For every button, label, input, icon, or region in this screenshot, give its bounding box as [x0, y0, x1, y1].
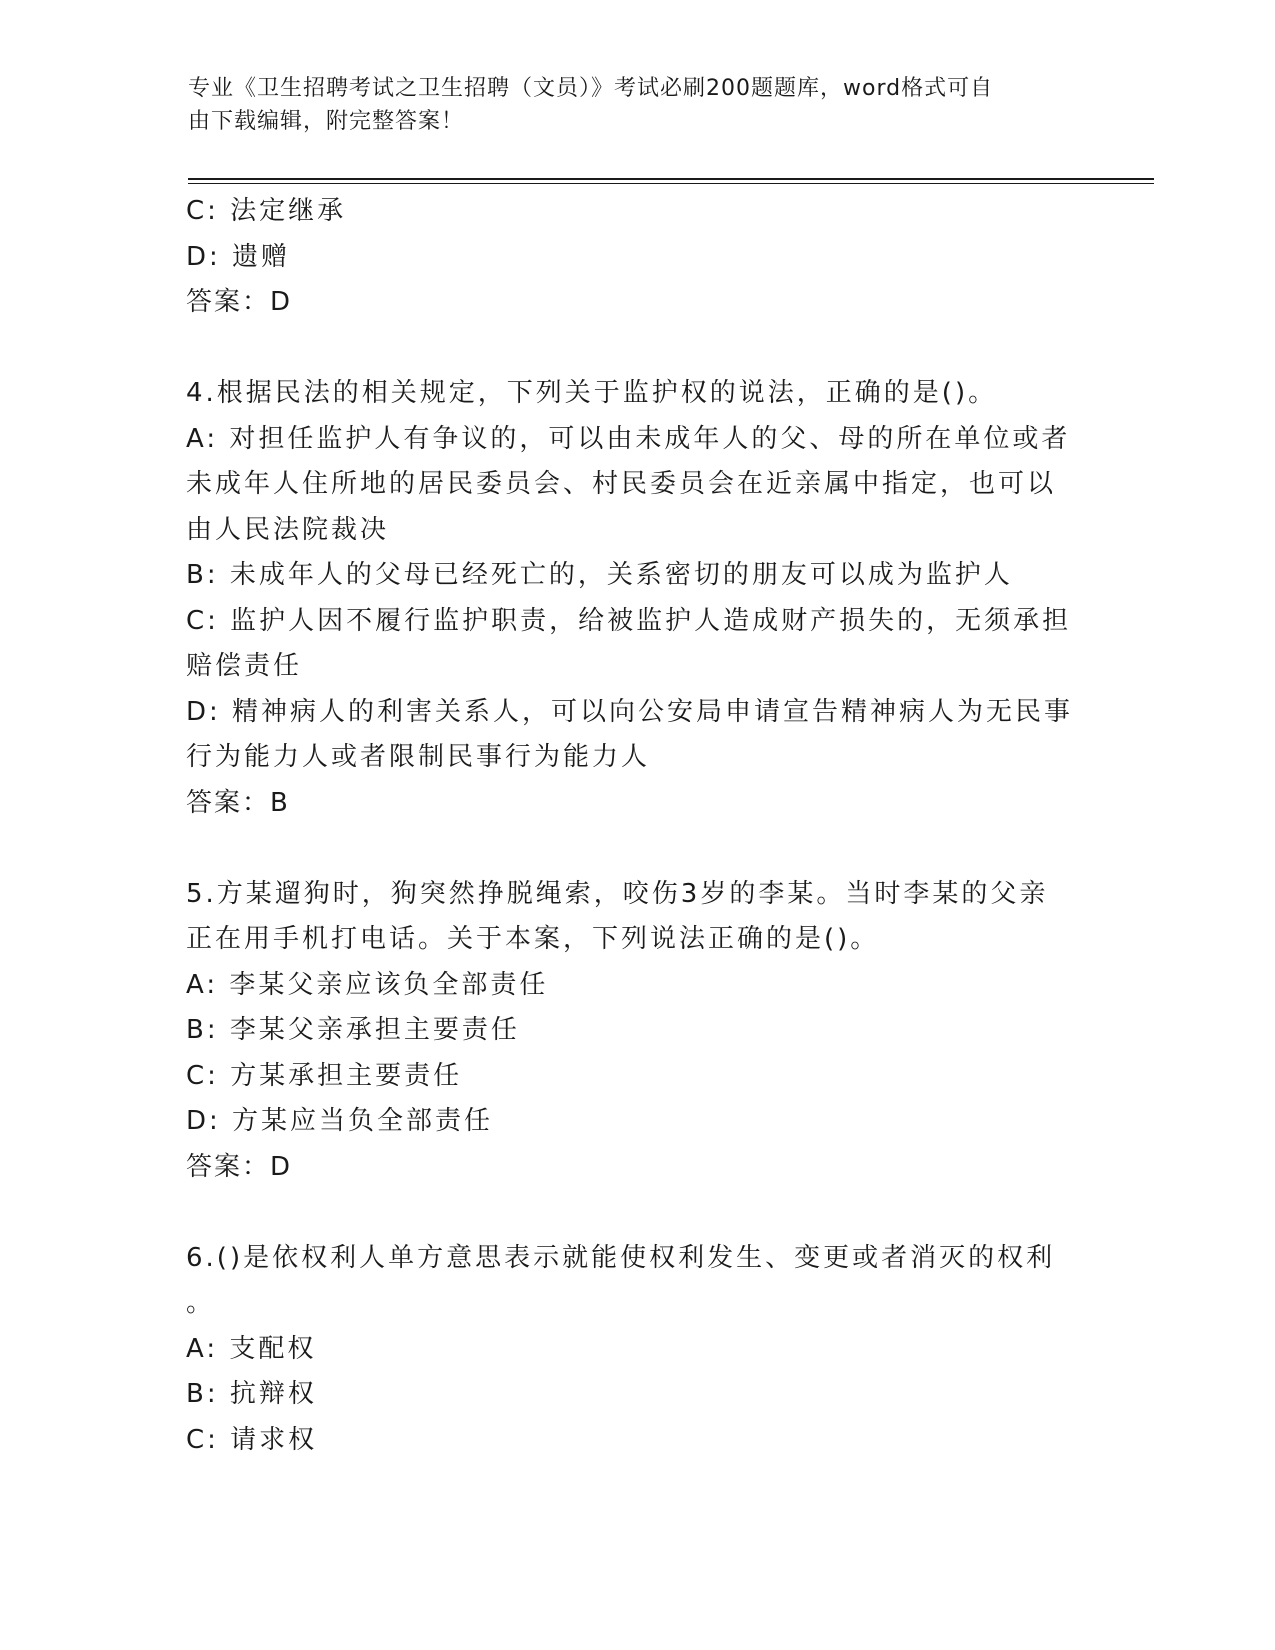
- q5-stem-line-2: 正在用手机打电话。关于本案，下列说法正确的是()。: [186, 924, 880, 954]
- question-5: [186, 872, 1086, 1191]
- q4-option-c-line-1: C: 监护人因不履行监护职责，给被监护人造成财产损失的，无须承担: [186, 605, 1072, 636]
- q4-option-a-line-2: 未成年人住所地的居民委员会、村民委员会在近亲属中指定，也可以: [186, 469, 1057, 499]
- spacer: [186, 326, 1086, 372]
- q5-option-d: D: 方某应当负全部责任: [186, 1106, 494, 1136]
- question-6: [186, 1236, 1086, 1464]
- q5-answer: 答案：D: [186, 1151, 293, 1182]
- spacer: [186, 826, 1086, 872]
- header-divider-thin: [188, 183, 1154, 184]
- question-3-tail: [186, 189, 1086, 326]
- q5-option-b: B: 李某父亲承担主要责任: [186, 1015, 520, 1045]
- q3-option-d: D: 遗赠: [186, 241, 291, 272]
- header-divider-thick: [188, 178, 1154, 180]
- spacer: [186, 1190, 1086, 1236]
- q3-option-c: C: 法定继承: [186, 196, 347, 226]
- q4-stem: 4.根据民法的相关规定，下列关于监护权的说法，正确的是()。: [186, 378, 998, 408]
- q6-option-c: C: 请求权: [186, 1424, 318, 1455]
- q4-answer: 答案：B: [186, 787, 290, 818]
- q4-option-c-line-2: 赔偿责任: [186, 651, 303, 681]
- header-title-line-2: 由下载编辑，附完整答案！: [188, 109, 465, 134]
- document-header: [188, 72, 1068, 138]
- q5-stem-line-1: 5.方某遛狗时，狗突然挣脱绳索，咬伤3岁的李某。当时李某的父亲: [186, 878, 1049, 909]
- question-list: [186, 189, 1086, 1463]
- q6-option-b: B: 抗辩权: [186, 1379, 317, 1409]
- q4-option-a-line-3: 由人民法院裁决: [186, 514, 390, 545]
- q4-option-a-line-1: A: 对担任监护人有争议的，可以由未成年人的父、母的所在单位或者: [186, 423, 1071, 454]
- q6-option-a: A: 支配权: [186, 1333, 317, 1364]
- q3-answer: 答案：D: [186, 287, 293, 317]
- q4-option-b: B: 未成年人的父母已经死亡的，关系密切的朋友可以成为监护人: [186, 560, 1013, 590]
- q4-option-d-line-2: 行为能力人或者限制民事行为能力人: [186, 742, 651, 772]
- q4-option-d-line-1: D: 精神病人的利害关系人，可以向公安局申请宣告精神病人为无民事: [186, 696, 1074, 727]
- q5-option-a: A: 李某父亲应该负全部责任: [186, 969, 549, 1000]
- q6-stem-line-1: 6.()是依权利人单方意思表示就能使权利发生、变更或者消灭的权利: [186, 1242, 1056, 1273]
- q6-stem-line-2: 。: [186, 1288, 216, 1318]
- question-4: [186, 371, 1086, 826]
- header-title-line-1: 专业《卫生招聘考试之卫生招聘（文员）》考试必刷200题题库，word格式可自: [188, 76, 994, 101]
- q5-option-c: C: 方某承担主要责任: [186, 1060, 463, 1091]
